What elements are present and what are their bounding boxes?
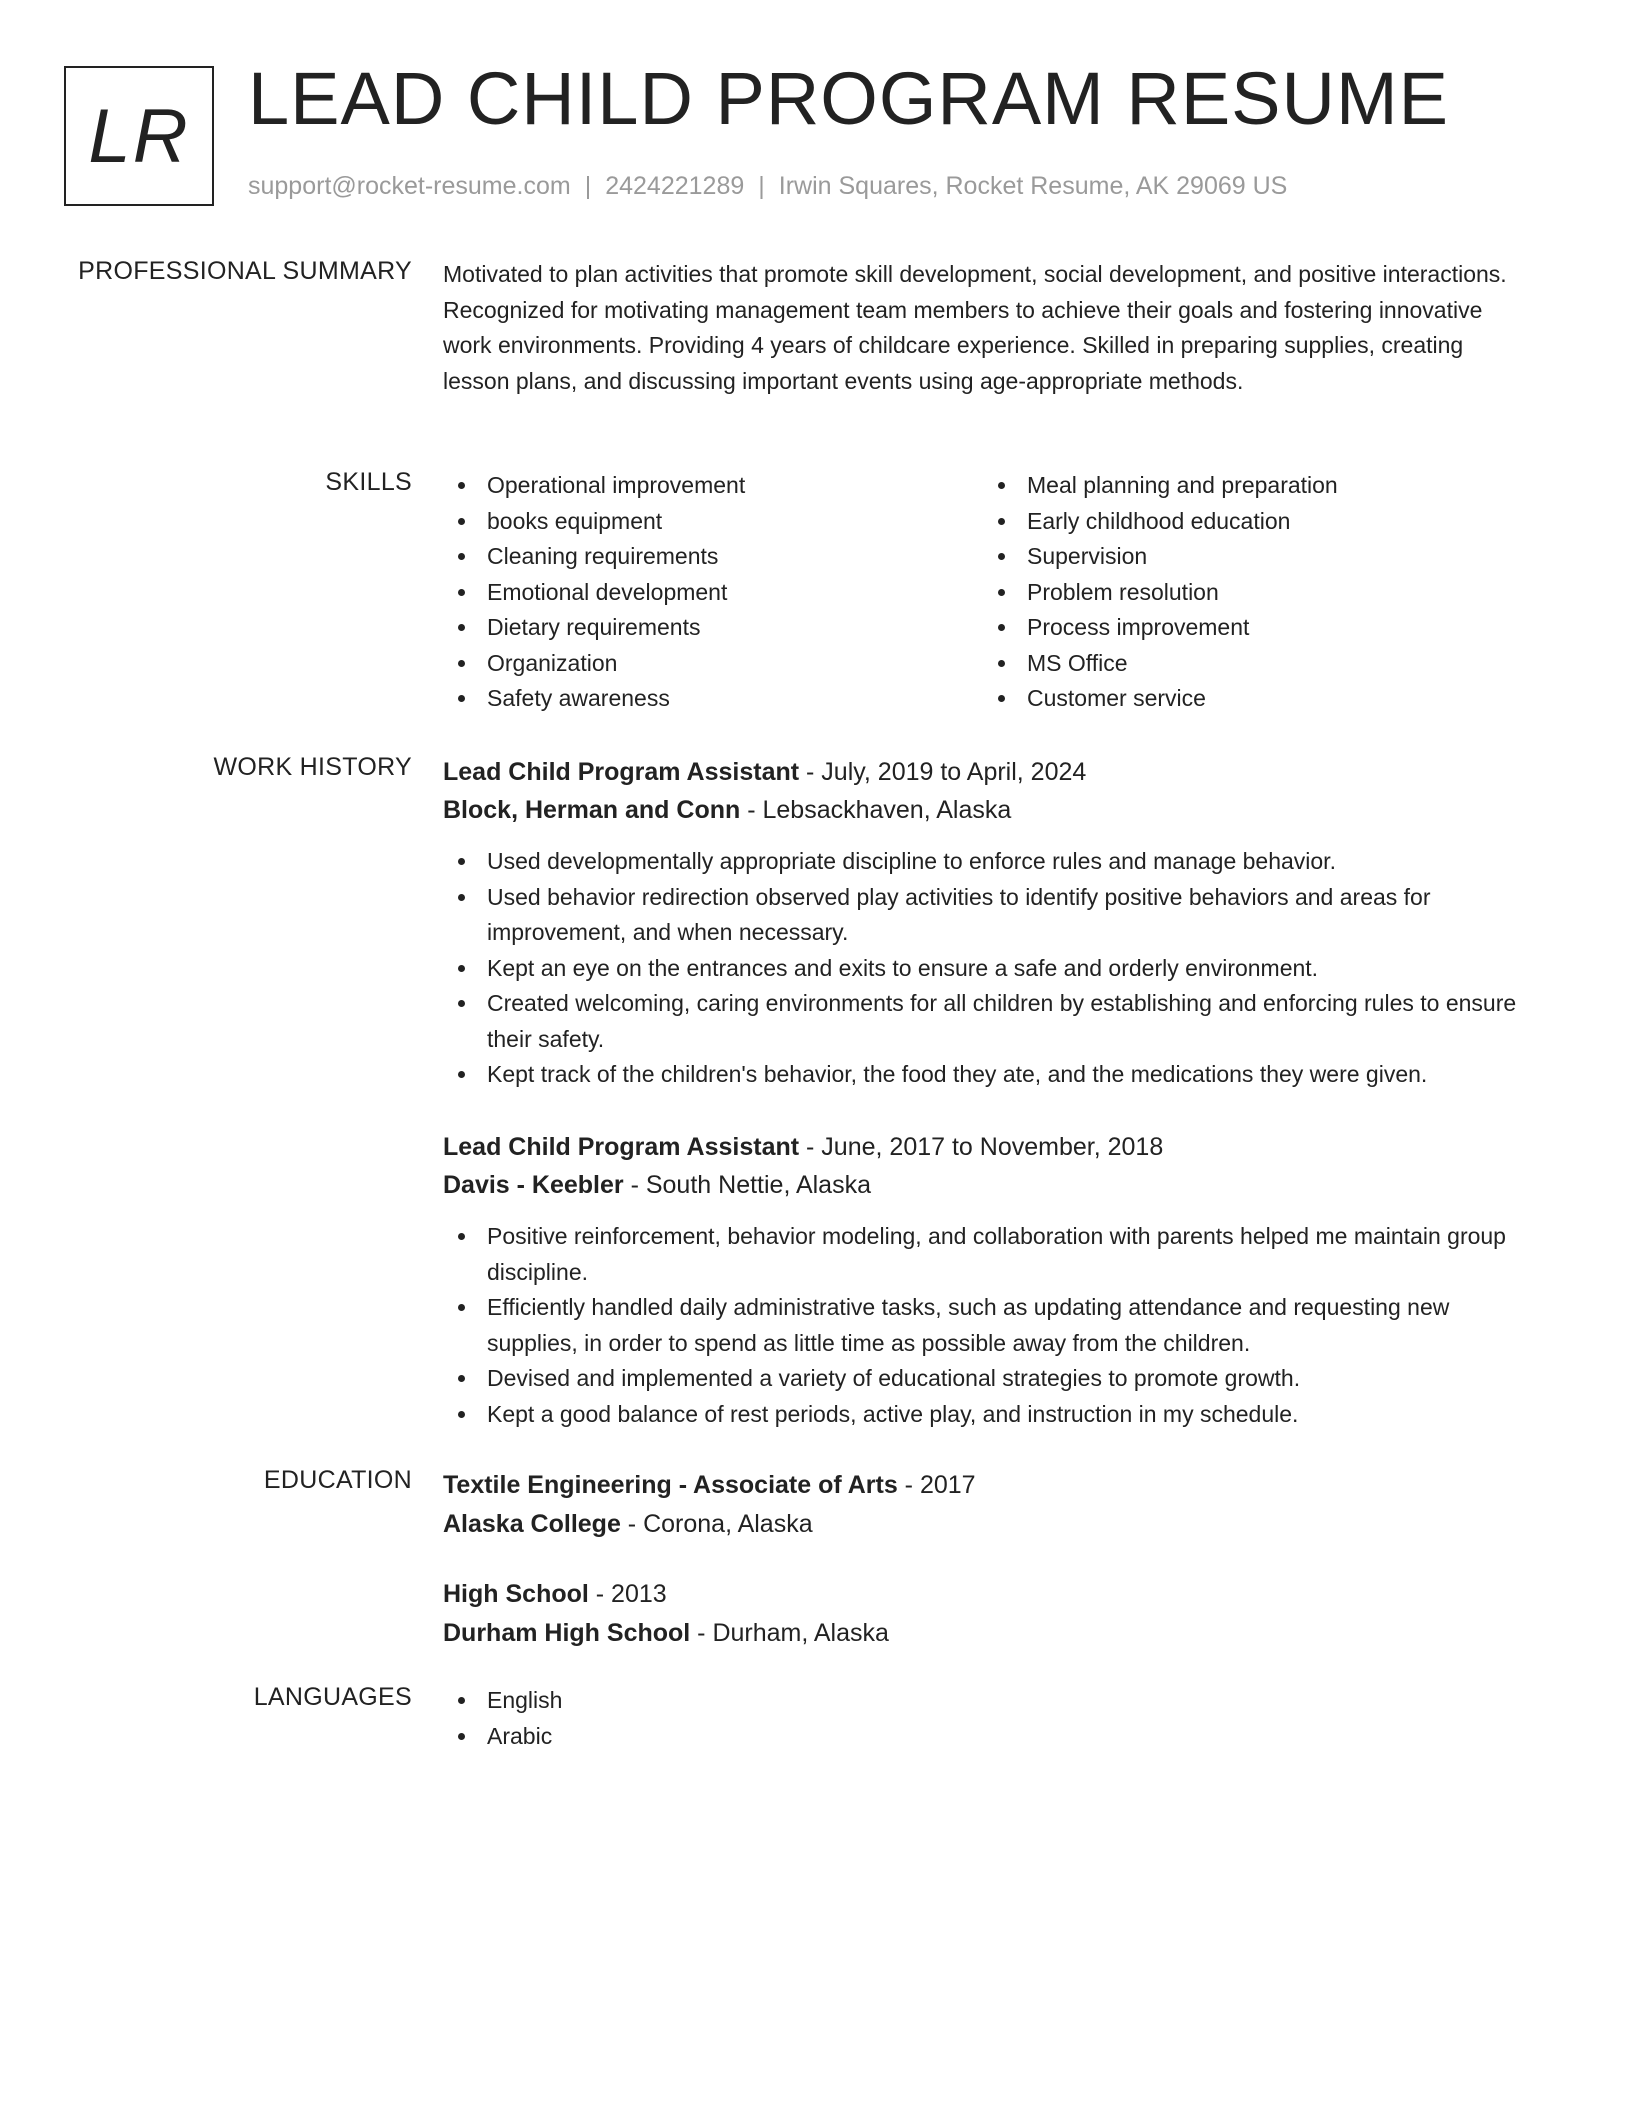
skill-item: Supervision [983,539,1523,575]
education-degree: High School [443,1580,589,1608]
job-dates: - June, 2017 to November, 2018 [799,1133,1164,1161]
skill-item: Cleaning requirements [443,539,983,575]
job-title: Lead Child Program Assistant [443,1133,800,1161]
language-item: Arabic [443,1719,1523,1755]
education-entry [443,1575,1523,1653]
skill-item: Safety awareness [443,681,983,717]
page-title: LEAD CHILD PROGRAM RESUME [248,57,1449,140]
skill-item: Process improvement [983,610,1523,646]
education-school-line [443,1505,1523,1544]
job-bullet: Kept a good balance of rest periods, active play, and instruction in my schedule. [443,1397,1523,1433]
job-bullet: Used behavior redirection observed play activities to identify positive behaviors and areas for improvement, and when necessary. [443,880,1523,951]
job-entry [443,1128,1523,1432]
contact-separator: | [584,172,592,200]
skill-item: Problem resolution [983,575,1523,611]
job-company: Block, Herman and Conn [443,796,741,824]
skill-item: Organization [443,646,983,682]
skill-item: Customer service [983,681,1523,717]
job-entry [443,753,1523,1093]
job-bullet: Used developmentally appropriate discipline to enforce rules and manage behavior. [443,844,1523,880]
skill-item: Emotional development [443,575,983,611]
job-bullet: Kept track of the children's behavior, the food they ate, and the medications they were given. [443,1057,1523,1093]
skill-item: Early childhood education [983,504,1523,540]
work-history-heading: WORK HISTORY [213,753,412,781]
education-location: - Corona, Alaska [620,1510,813,1538]
job-company-line [443,1166,1523,1204]
education-degree-line [443,1466,1523,1505]
job-location: - Lebsackhaven, Alaska [740,796,1012,824]
contact-address: Irwin Squares, Rocket Resume, AK 29069 US [778,172,1288,200]
job-bullet: Created welcoming, caring environments for all children by establishing and enforcing rules to ensure their safety. [443,986,1523,1057]
contact-email: support@rocket-resume.com [248,172,571,200]
contact-phone: 2424221289 [605,172,745,200]
languages-list [443,1683,1523,1754]
job-location: - South Nettie, Alaska [623,1171,871,1199]
summary-heading: PROFESSIONAL SUMMARY [78,257,412,285]
contact-separator: | [758,172,765,200]
education-entry [443,1466,1523,1544]
education-year: - 2013 [588,1580,667,1608]
skill-item: Meal planning and preparation [983,468,1523,504]
skill-item: Operational improvement [443,468,983,504]
monogram-logo: LR [64,66,214,206]
skills-list-left [443,468,983,717]
skills-heading: SKILLS [325,468,412,496]
languages-heading: LANGUAGES [253,1683,412,1711]
job-title-line [443,753,1523,791]
job-bullet: Positive reinforcement, behavior modeling, and collaboration with parents helped me maintain group discipline. [443,1219,1523,1290]
job-bullet: Devised and implemented a variety of educational strategies to promote growth. [443,1361,1523,1397]
job-bullet: Kept an eye on the entrances and exits to ensure a safe and orderly environment. [443,951,1523,987]
summary-text: Motivated to plan activities that promote skill development, social development, and positive interactions. Recognized for motivating management team members to achieve their goals and fostering innovative work environments. Providing 4 years of childcare experience. Skilled in preparing supplies, creating lesson plans, and discussing important events using age-appropriate methods. [443,261,1507,394]
education-school: Alaska College [443,1510,621,1538]
job-title-line [443,1128,1523,1166]
education-school-line [443,1614,1523,1653]
skill-item: Dietary requirements [443,610,983,646]
education-school: Durham High School [443,1619,691,1647]
education-location: - Durham, Alaska [690,1619,889,1647]
contact-line [248,172,1287,201]
job-dates: - July, 2019 to April, 2024 [799,758,1087,786]
skill-item: MS Office [983,646,1523,682]
education-year: - 2017 [897,1471,976,1499]
education-degree: Textile Engineering - Associate of Arts [443,1471,898,1499]
job-bullets [443,1219,1523,1432]
skill-item: books equipment [443,504,983,540]
education-degree-line [443,1575,1523,1614]
language-item: English [443,1683,1523,1719]
job-company-line [443,791,1523,829]
education-heading: EDUCATION [263,1466,412,1494]
job-title: Lead Child Program Assistant [443,758,800,786]
job-bullet: Efficiently handled daily administrative tasks, such as updating attendance and requesting new supplies, in order to spend as little time as possible away from the children. [443,1290,1523,1361]
skills-list-right [983,468,1523,717]
job-company: Davis - Keebler [443,1171,624,1199]
job-bullets [443,844,1523,1093]
